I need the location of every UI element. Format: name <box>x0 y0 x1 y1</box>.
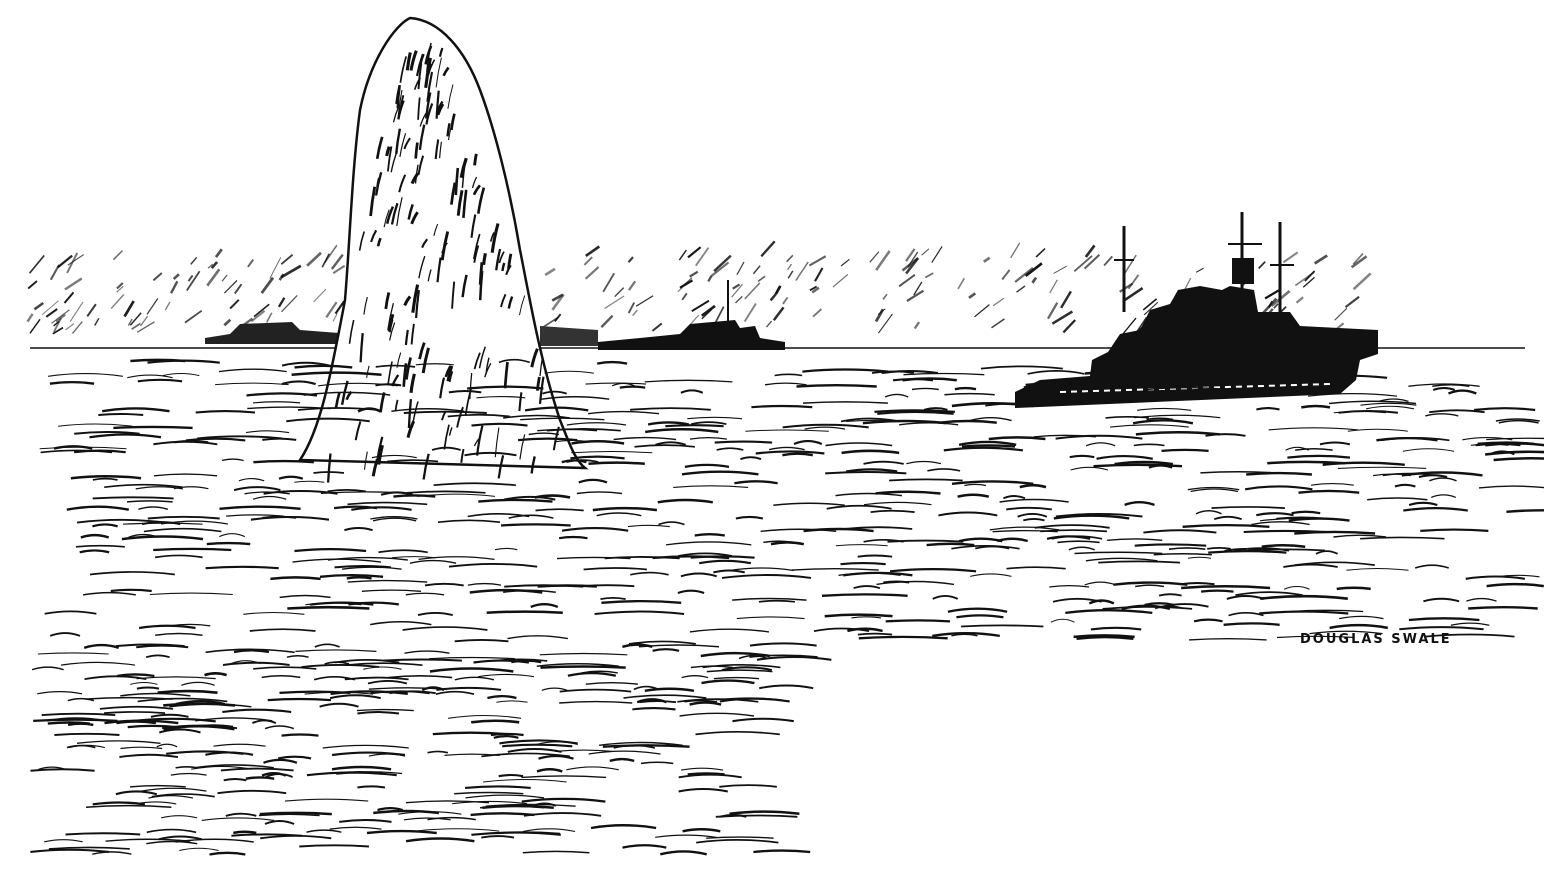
signature-text: DOUGLAS SWALE <box>1300 632 1452 647</box>
shell-splash <box>300 18 585 483</box>
sea-waves <box>30 360 1544 855</box>
battleship <box>1015 212 1378 408</box>
artist-signature <box>1300 632 1452 647</box>
distant-ship-left <box>205 322 352 344</box>
